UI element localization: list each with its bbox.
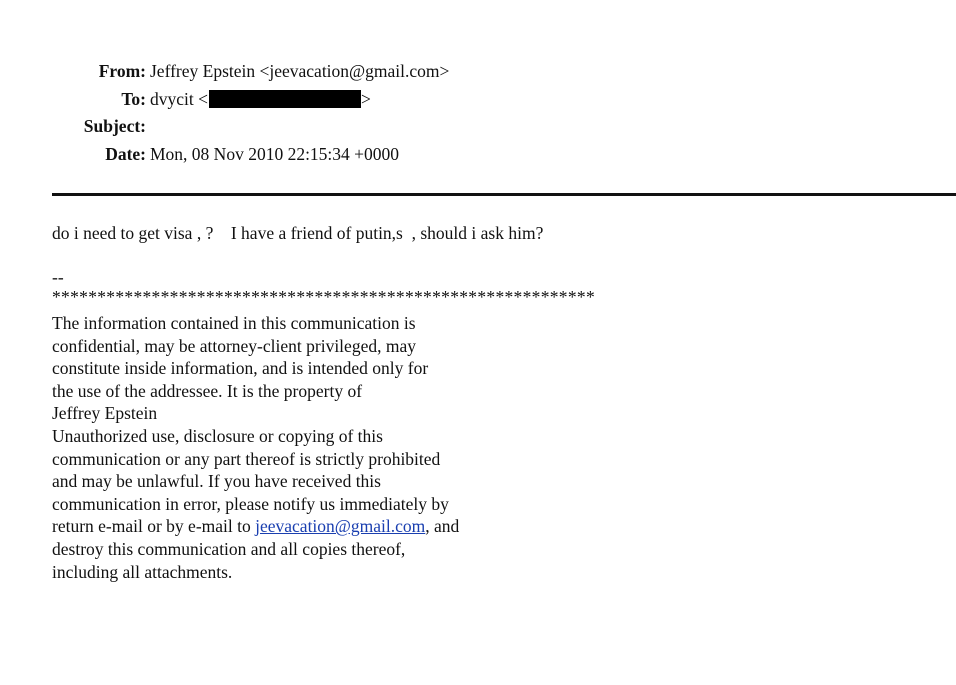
confidentiality-disclaimer — [52, 312, 459, 583]
disclaimer-line: including all attachments. — [52, 561, 233, 582]
to-label: To: — [121, 88, 146, 109]
signature-separator: -- — [52, 267, 64, 287]
subject-label: Subject: — [83, 116, 146, 136]
disclaimer-line: and may be unlawful. If you have received this — [52, 471, 381, 492]
return-suffix: , and — [425, 516, 460, 537]
disclaimer-line: destroy this communication and all copies thereof, — [52, 538, 406, 559]
header-divider — [52, 193, 956, 196]
disclaimer-line: constitute inside information, and is intended only for — [52, 358, 429, 379]
disclaimer-line: Jeffrey Epstein — [52, 403, 158, 424]
redaction-box — [209, 90, 361, 108]
disclaimer-line: confidential, may be attorney-client privileged, may — [52, 335, 416, 356]
disclaimer-line: communication in error, please notify us immediately by — [52, 493, 449, 514]
disclaimer-line: The information contained in this communication is — [52, 313, 416, 333]
email-link[interactable]: jeevacation@gmail.com — [255, 516, 426, 537]
date-label: Date: — [105, 143, 146, 164]
to-close-bracket: > — [361, 88, 371, 109]
signature-stars: ************************************************************ — [52, 287, 595, 307]
message-body: do i need to get visa , ? I have a friend of putin,s , should i ask him? — [52, 223, 544, 243]
disclaimer-line: the use of the addressee. It is the property of — [52, 380, 363, 401]
date-value: Mon, 08 Nov 2010 22:15:34 +0000 — [150, 143, 400, 164]
to-value — [150, 88, 371, 110]
from-value: Jeffrey Epstein <jeevacation@gmail.com> — [150, 61, 450, 81]
from-label: From: — [98, 61, 146, 81]
disclaimer-line: Unauthorized use, disclosure or copying of this — [52, 425, 383, 446]
disclaimer-line-with-link — [52, 515, 459, 538]
disclaimer-line: communication or any part thereof is strictly prohibited — [52, 448, 441, 469]
return-prefix: return e-mail or by e-mail to — [52, 516, 256, 537]
to-name: dvycit < — [150, 88, 208, 109]
